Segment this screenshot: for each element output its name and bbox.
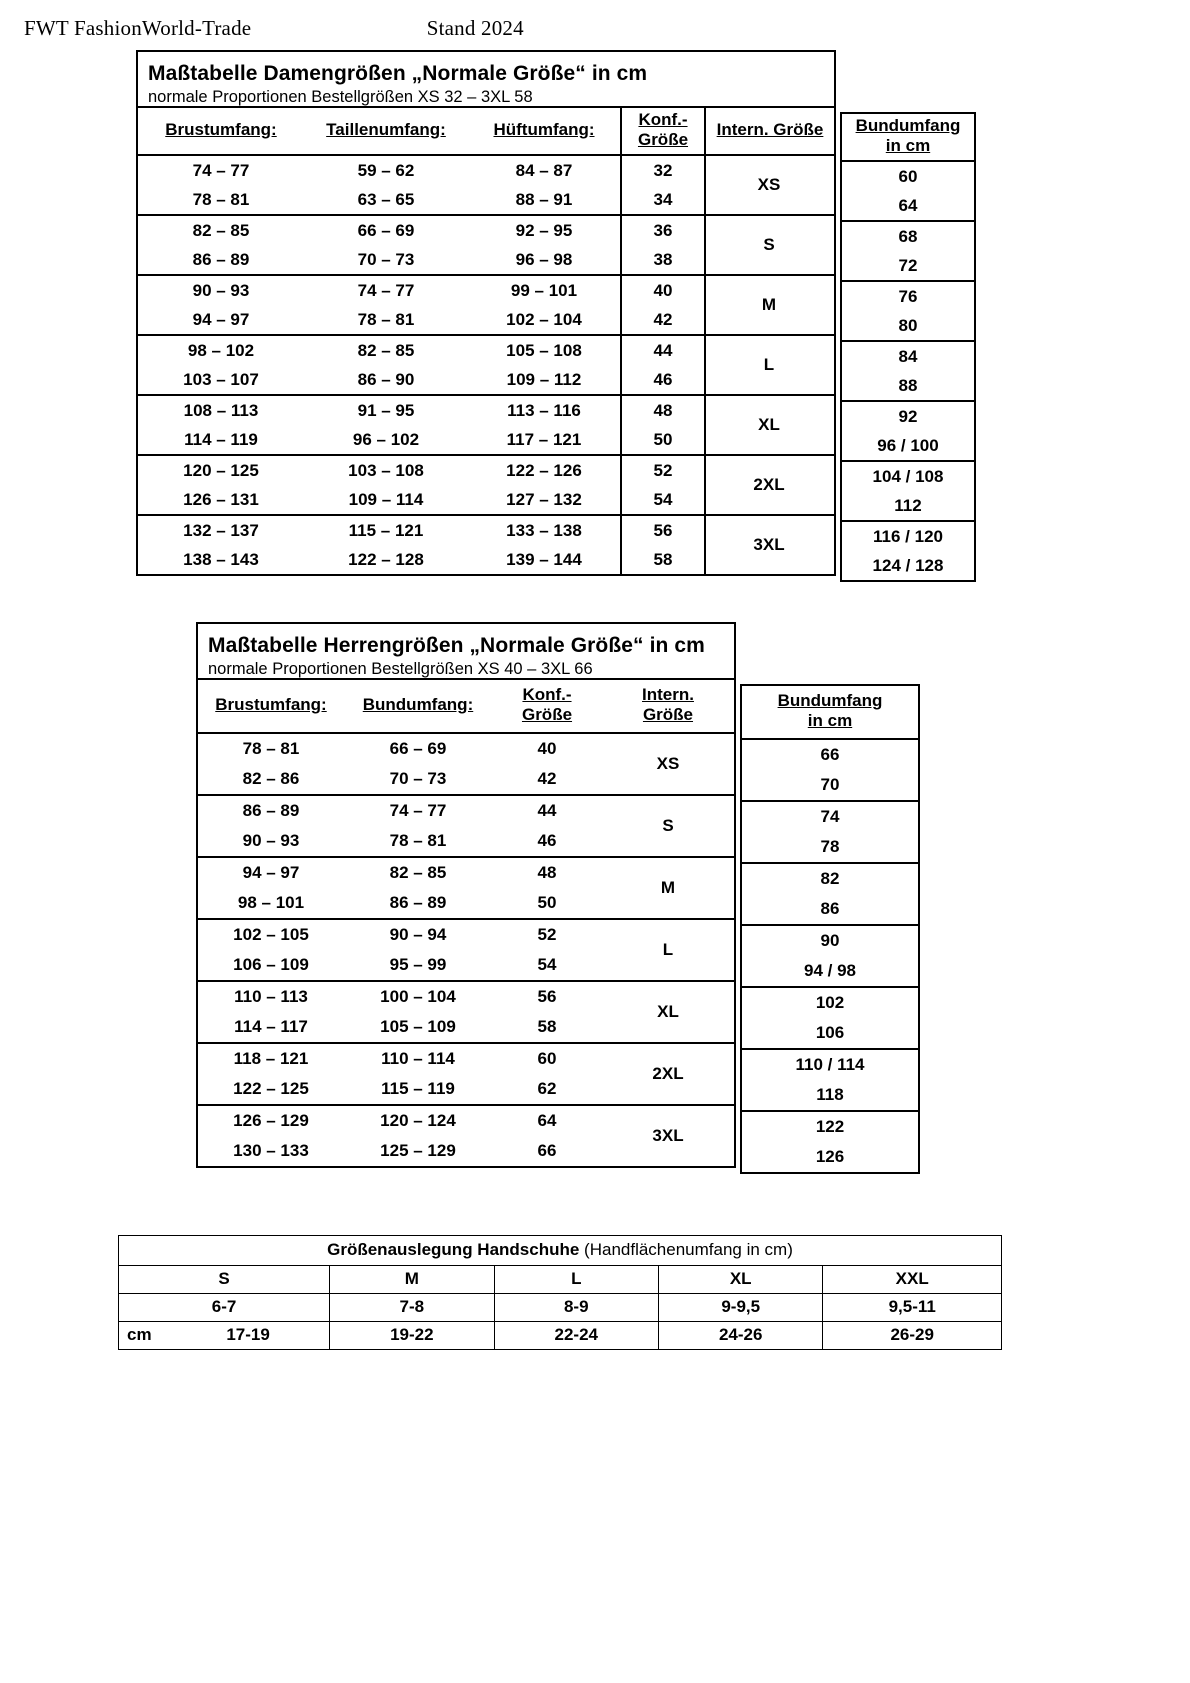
table-cell: 103 – 108 bbox=[348, 460, 424, 480]
table-cell-bund: 94 / 98 bbox=[804, 961, 856, 980]
table-cell: 105 – 109 bbox=[380, 1017, 456, 1036]
table-cell: 78 – 81 bbox=[389, 831, 447, 850]
table-cell: 62 bbox=[537, 1079, 557, 1098]
table-cell-bund: 82 bbox=[820, 869, 840, 888]
table-cell: 52 bbox=[537, 925, 557, 944]
table-cell: 74 – 77 bbox=[389, 801, 447, 820]
intern-size-label: XS bbox=[757, 175, 781, 194]
gloves-inch-value: 9,5-11 bbox=[823, 1294, 1002, 1322]
table-cell: 96 – 98 bbox=[515, 249, 573, 269]
table-cell-bund: 110 / 114 bbox=[795, 1055, 865, 1074]
gloves-title-cell bbox=[119, 1236, 1002, 1266]
table-cell: 48 bbox=[620, 396, 704, 425]
table-cell-bund: 104 / 108 bbox=[872, 466, 944, 486]
mens-size-group bbox=[198, 1104, 734, 1166]
gloves-inch-value: 6-7 bbox=[119, 1294, 330, 1322]
table-cell: 106 – 109 bbox=[233, 955, 309, 974]
table-cell: 42 bbox=[537, 769, 557, 788]
ladies-size-group bbox=[138, 334, 834, 394]
table-cell-bund: 92 bbox=[898, 406, 918, 426]
table-cell-bund: 74 bbox=[820, 807, 840, 826]
table-cell: 66 – 69 bbox=[389, 739, 447, 758]
table-cell: 113 – 116 bbox=[507, 400, 581, 420]
gloves-size-header: XXL bbox=[823, 1266, 1002, 1294]
table-cell: 82 – 85 bbox=[357, 340, 415, 360]
table-cell-bund: 72 bbox=[898, 255, 918, 275]
table-cell-bund: 64 bbox=[898, 195, 918, 215]
table-cell: 103 – 107 bbox=[183, 369, 259, 389]
page-header bbox=[24, 16, 1164, 41]
gloves-table bbox=[118, 1235, 1002, 1350]
gloves-cm-value: 17-19 bbox=[167, 1322, 330, 1350]
ladies-bund-column bbox=[840, 112, 976, 582]
gloves-cm-value: 26-29 bbox=[823, 1322, 1002, 1350]
table-cell: 130 – 133 bbox=[233, 1141, 309, 1160]
table-cell: 88 – 91 bbox=[515, 189, 573, 209]
table-cell: 86 – 89 bbox=[192, 249, 250, 269]
table-cell: 59 – 62 bbox=[357, 160, 415, 180]
table-cell-bund: 102 bbox=[815, 993, 845, 1012]
table-cell: 78 – 81 bbox=[192, 189, 250, 209]
table-cell: 86 – 89 bbox=[242, 801, 300, 820]
ladies-col-konf: Konf.- Größe bbox=[620, 108, 704, 154]
table-cell: 38 bbox=[620, 245, 704, 274]
intern-size-label: 3XL bbox=[652, 1126, 684, 1145]
mens-col-bund: Bundumfang in cm bbox=[777, 690, 883, 730]
table-cell-bund: 66 bbox=[820, 745, 840, 764]
table-cell: 42 bbox=[620, 305, 704, 334]
mens-table-title: Maßtabelle Herrengrößen „Normale Größe“ in cm bbox=[208, 634, 705, 657]
intern-size-label: L bbox=[662, 940, 674, 959]
table-cell: 126 – 131 bbox=[183, 489, 259, 509]
table-cell: 82 – 86 bbox=[242, 769, 300, 788]
table-cell: 74 – 77 bbox=[192, 160, 250, 180]
ladies-col-intern: Intern. Größe bbox=[704, 108, 834, 154]
table-cell: 54 bbox=[620, 485, 704, 514]
mens-bund-body bbox=[742, 738, 918, 1172]
table-cell: 90 – 93 bbox=[242, 831, 300, 850]
mens-table-title-box bbox=[196, 622, 736, 678]
table-cell: 40 bbox=[620, 276, 704, 305]
table-cell-bund: 78 bbox=[820, 837, 840, 856]
gloves-title-row bbox=[119, 1236, 1002, 1266]
table-cell: 114 – 119 bbox=[184, 429, 258, 449]
table-cell-bund: 76 bbox=[898, 286, 918, 306]
ladies-bund-group bbox=[842, 520, 974, 580]
ladies-col-bust: Brustumfang: bbox=[165, 119, 277, 139]
table-cell: 58 bbox=[537, 1017, 557, 1036]
table-cell: 102 – 105 bbox=[233, 925, 309, 944]
table-cell: 60 bbox=[537, 1049, 557, 1068]
table-cell: 50 bbox=[537, 893, 557, 912]
table-cell: 90 – 94 bbox=[389, 925, 447, 944]
table-cell: 105 – 108 bbox=[506, 340, 582, 360]
table-cell: 125 – 129 bbox=[380, 1141, 456, 1160]
mens-bund-group bbox=[742, 738, 918, 800]
table-cell: 34 bbox=[620, 185, 704, 214]
table-cell-bund: 122 bbox=[815, 1117, 845, 1136]
table-cell-bund: 106 bbox=[815, 1023, 845, 1042]
ladies-grid bbox=[136, 106, 836, 576]
table-cell: 96 – 102 bbox=[352, 429, 420, 449]
ladies-size-group bbox=[138, 454, 834, 514]
mens-size-group bbox=[198, 794, 734, 856]
ladies-size-table bbox=[136, 50, 961, 576]
mens-bund-group bbox=[742, 1048, 918, 1110]
table-cell: 70 – 73 bbox=[389, 769, 447, 788]
gloves-cm-label: cm bbox=[119, 1322, 168, 1350]
table-cell: 91 – 95 bbox=[357, 400, 415, 420]
table-cell: 109 – 112 bbox=[506, 369, 582, 389]
table-cell: 120 – 124 bbox=[380, 1111, 456, 1130]
table-cell: 117 – 121 bbox=[506, 429, 582, 449]
table-cell: 70 – 73 bbox=[357, 249, 415, 269]
table-cell: 58 bbox=[620, 545, 704, 574]
mens-size-group bbox=[198, 1042, 734, 1104]
mens-bund-group bbox=[742, 862, 918, 924]
table-cell: 56 bbox=[620, 516, 704, 545]
table-cell: 122 – 125 bbox=[233, 1079, 309, 1098]
mens-col-intern: Intern. Größe bbox=[642, 684, 694, 724]
intern-size-label: XS bbox=[656, 754, 680, 773]
mens-size-group bbox=[198, 918, 734, 980]
company-name: FWT FashionWorld-Trade bbox=[24, 16, 252, 40]
ladies-col-waist: Taillenumfang: bbox=[326, 119, 446, 139]
table-cell: 126 – 129 bbox=[233, 1111, 309, 1130]
table-cell-bund: 96 / 100 bbox=[877, 435, 939, 455]
table-cell: 98 – 102 bbox=[187, 340, 255, 360]
mens-grid bbox=[196, 678, 736, 1168]
table-cell: 122 – 126 bbox=[506, 460, 582, 480]
mens-table-subtitle: normale Proportionen Bestellgrößen XS 40 – 3XL 66 bbox=[208, 660, 593, 678]
ladies-body bbox=[138, 154, 834, 574]
ladies-bund-group bbox=[842, 400, 974, 460]
mens-bund-group bbox=[742, 924, 918, 986]
ladies-table-title: Maßtabelle Damengrößen „Normale Größe“ in cm bbox=[148, 62, 648, 85]
mens-bund-column bbox=[740, 684, 920, 1174]
table-cell: 114 – 117 bbox=[234, 1017, 308, 1036]
mens-col-bust: Brustumfang: bbox=[215, 694, 327, 714]
table-cell: 46 bbox=[620, 365, 704, 394]
table-cell: 63 – 65 bbox=[357, 189, 415, 209]
mens-size-group bbox=[198, 732, 734, 794]
table-cell: 92 – 95 bbox=[515, 220, 573, 240]
table-cell-bund: 60 bbox=[898, 166, 918, 186]
table-cell: 44 bbox=[620, 336, 704, 365]
gloves-title-normal: (Handflächenumfang in cm) bbox=[579, 1240, 793, 1259]
table-cell: 84 – 87 bbox=[515, 160, 573, 180]
table-cell: 48 bbox=[537, 863, 557, 882]
table-cell-bund: 88 bbox=[898, 375, 918, 395]
gloves-inch-value: 9-9,5 bbox=[658, 1294, 822, 1322]
ladies-bund-group bbox=[842, 160, 974, 220]
table-cell: 66 bbox=[537, 1141, 557, 1160]
gloves-size-table bbox=[118, 1235, 1002, 1350]
table-cell-bund: 90 bbox=[820, 931, 840, 950]
gloves-size-header: M bbox=[330, 1266, 494, 1294]
table-cell: 110 – 114 bbox=[381, 1049, 455, 1068]
table-cell-bund: 116 / 120 bbox=[873, 526, 943, 546]
ladies-col-bund: Bundumfang in cm bbox=[855, 115, 961, 155]
gloves-sizes-row bbox=[119, 1266, 1002, 1294]
table-cell-bund: 118 bbox=[816, 1085, 844, 1104]
table-cell: 78 – 81 bbox=[242, 739, 300, 758]
table-cell: 86 – 89 bbox=[389, 893, 447, 912]
revision-date: Stand 2024 bbox=[426, 16, 524, 40]
ladies-header-row bbox=[138, 108, 834, 154]
table-cell: 115 – 121 bbox=[348, 520, 424, 540]
table-cell: 56 bbox=[537, 987, 557, 1006]
gloves-cm-value: 24-26 bbox=[658, 1322, 822, 1350]
table-cell: 98 – 101 bbox=[237, 893, 305, 912]
mens-col-waist: Bundumfang: bbox=[362, 694, 474, 714]
table-cell: 86 – 90 bbox=[357, 369, 415, 389]
table-cell-bund: 86 bbox=[820, 899, 840, 918]
table-cell: 54 bbox=[537, 955, 557, 974]
gloves-inch-value: 8-9 bbox=[494, 1294, 658, 1322]
ladies-size-group bbox=[138, 514, 834, 574]
table-cell: 82 – 85 bbox=[192, 220, 250, 240]
mens-size-table bbox=[196, 622, 883, 1168]
ladies-table-subtitle: normale Proportionen Bestellgrößen XS 32 – 3XL 58 bbox=[148, 88, 533, 106]
table-cell: 99 – 101 bbox=[510, 280, 578, 300]
table-cell: 50 bbox=[620, 425, 704, 454]
mens-bund-group bbox=[742, 986, 918, 1048]
mens-size-group bbox=[198, 980, 734, 1042]
gloves-inch-value: 7-8 bbox=[330, 1294, 494, 1322]
ladies-bund-group bbox=[842, 460, 974, 520]
ladies-size-group bbox=[138, 394, 834, 454]
table-cell: 94 – 97 bbox=[242, 863, 300, 882]
table-cell-bund: 84 bbox=[898, 346, 918, 366]
mens-body bbox=[198, 732, 734, 1166]
gloves-size-header: L bbox=[494, 1266, 658, 1294]
table-cell: 102 – 104 bbox=[506, 309, 582, 329]
table-cell: 74 – 77 bbox=[357, 280, 415, 300]
table-cell: 90 – 93 bbox=[192, 280, 250, 300]
gloves-size-header: XL bbox=[658, 1266, 822, 1294]
ladies-size-group bbox=[138, 214, 834, 274]
mens-col-konf: Konf.- Größe bbox=[521, 684, 573, 724]
table-cell: 36 bbox=[620, 216, 704, 245]
table-cell: 46 bbox=[537, 831, 557, 850]
gloves-title-bold: Größenauslegung Handschuhe bbox=[327, 1240, 580, 1259]
table-cell: 44 bbox=[537, 801, 557, 820]
table-cell: 118 – 121 bbox=[233, 1049, 309, 1068]
table-cell: 64 bbox=[537, 1111, 557, 1130]
ladies-size-group bbox=[138, 154, 834, 214]
intern-size-label: 2XL bbox=[652, 1064, 684, 1083]
gloves-cm-value: 22-24 bbox=[494, 1322, 658, 1350]
table-cell: 32 bbox=[620, 156, 704, 185]
table-cell: 133 – 138 bbox=[506, 520, 582, 540]
ladies-bund-group bbox=[842, 340, 974, 400]
table-cell: 109 – 114 bbox=[348, 489, 424, 509]
table-cell-bund: 70 bbox=[820, 775, 840, 794]
ladies-bund-group bbox=[842, 280, 974, 340]
intern-size-label: L bbox=[763, 355, 775, 374]
table-cell-bund: 112 bbox=[894, 495, 922, 515]
intern-size-label: XL bbox=[657, 1002, 679, 1021]
table-cell: 122 – 128 bbox=[348, 549, 424, 569]
table-cell: 82 – 85 bbox=[389, 863, 447, 882]
table-cell: 108 – 113 bbox=[183, 400, 259, 420]
ladies-col-hip: Hüftumfang: bbox=[493, 119, 595, 139]
table-cell: 40 bbox=[537, 739, 557, 758]
mens-bund-group bbox=[742, 800, 918, 862]
table-cell: 127 – 132 bbox=[506, 489, 582, 509]
table-cell: 132 – 137 bbox=[183, 520, 259, 540]
table-cell: 139 – 144 bbox=[506, 549, 582, 569]
mens-size-group bbox=[198, 856, 734, 918]
intern-size-label: M bbox=[761, 295, 777, 314]
gloves-cm-row bbox=[119, 1322, 1002, 1350]
gloves-cm-value: 19-22 bbox=[330, 1322, 494, 1350]
table-cell: 100 – 104 bbox=[380, 987, 456, 1006]
intern-size-label: S bbox=[763, 235, 775, 254]
ladies-bund-body bbox=[842, 160, 974, 580]
table-cell: 66 – 69 bbox=[357, 220, 415, 240]
table-cell: 138 – 143 bbox=[183, 549, 259, 569]
mens-header-row bbox=[198, 680, 734, 732]
table-cell: 52 bbox=[620, 456, 704, 485]
intern-size-label: 2XL bbox=[753, 475, 785, 494]
mens-bund-group bbox=[742, 1110, 918, 1172]
gloves-size-header: S bbox=[119, 1266, 330, 1294]
ladies-bund-group bbox=[842, 220, 974, 280]
ladies-size-group bbox=[138, 274, 834, 334]
table-cell-bund: 68 bbox=[898, 226, 918, 246]
table-cell: 78 – 81 bbox=[357, 309, 415, 329]
table-cell: 94 – 97 bbox=[192, 309, 250, 329]
intern-size-label: M bbox=[660, 878, 676, 897]
table-cell-bund: 126 bbox=[815, 1147, 845, 1166]
table-cell-bund: 80 bbox=[898, 315, 918, 335]
intern-size-label: S bbox=[662, 816, 674, 835]
table-cell: 120 – 125 bbox=[183, 460, 259, 480]
intern-size-label: XL bbox=[758, 415, 780, 434]
table-cell: 115 – 119 bbox=[381, 1079, 455, 1098]
table-cell: 110 – 113 bbox=[234, 987, 308, 1006]
gloves-inch-row bbox=[119, 1294, 1002, 1322]
table-cell-bund: 124 / 128 bbox=[872, 555, 944, 575]
intern-size-label: 3XL bbox=[753, 535, 785, 554]
table-cell: 95 – 99 bbox=[389, 955, 447, 974]
ladies-table-title-box bbox=[136, 50, 836, 106]
